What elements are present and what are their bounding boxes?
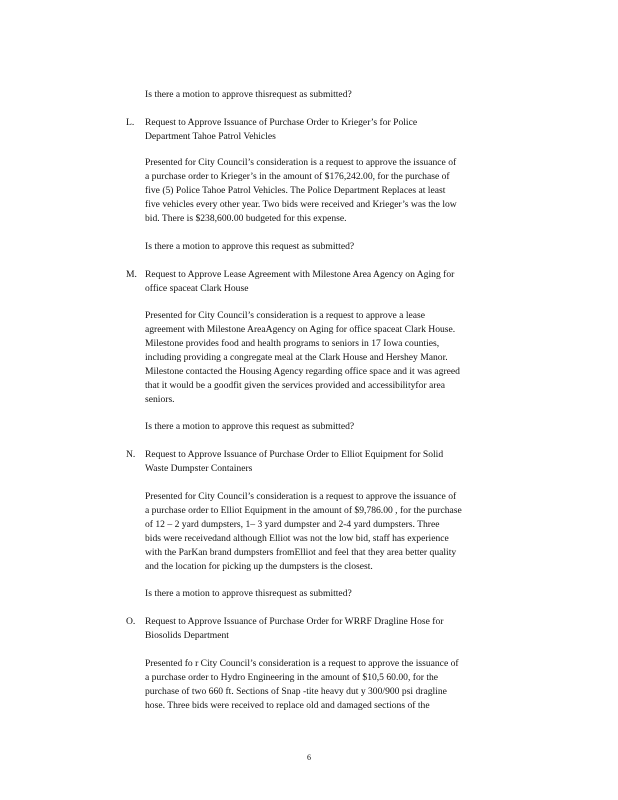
item-body-line: hose. Three bids were received to replace old and damaged sections of the <box>145 700 430 711</box>
item-body-line: and the location for picking up the dumpsters is the closest. <box>145 561 373 572</box>
item-body-line: seniors. <box>145 394 175 405</box>
item-title-line: Department Tahoe Patrol Vehicles <box>145 131 276 142</box>
item-body-line: of 12 – 2 yard dumpsters, 1– 3 yard dumpster and 2-4 yard dumpsters. Three <box>145 519 440 530</box>
item-label-m: M. <box>126 269 137 280</box>
item-body-line: bid. There is $238,600.00 budgeted for this expense. <box>145 213 347 224</box>
item-label-o: O. <box>126 616 136 627</box>
item-title-line: Waste Dumpster Containers <box>145 463 253 474</box>
motion-question: Is there a motion to approve thisrequest as submitted? <box>145 89 352 100</box>
item-body-line: agreement with Milestone AreaAgency on Aging for office spaceat Clark House. <box>145 324 456 335</box>
item-body-line: Presented for City Council’s consideration is a request to approve a lease <box>145 310 426 321</box>
item-body-line: including providing a congregate meal at the Clark House and Hershey Manor. <box>145 352 448 363</box>
item-body-line: a purchase order to Krieger’s in the amount of $176,242.00, for the purchase of <box>145 171 450 182</box>
motion-question: Is there a motion to approve this request as submitted? <box>145 241 355 252</box>
item-body-line: bids were receivedand although Elliot was not the low bid, staff has experience <box>145 533 449 544</box>
item-body-line: that it would be a goodfit given the services provided and accessibilityfor area <box>145 380 445 391</box>
item-body-line: Milestone contacted the Housing Agency regarding office space and it was agreed <box>145 366 460 377</box>
item-body-line: Presented fo r City Council’s consideration is a request to approve the issuance of <box>145 658 459 669</box>
item-title-line: office spaceat Clark House <box>145 283 249 294</box>
item-body-line: five vehicles every other year. Two bids were received and Krieger’s was the low <box>145 199 457 210</box>
item-body-line: Presented for City Council’s consideration is a request to approve the issuance of <box>145 157 457 168</box>
item-body-line: Milestone provides food and health programs to seniors in 17 Iowa counties, <box>145 338 440 349</box>
item-title-line: Request to Approve Issuance of Purchase Order for WRRF Dragline Hose for <box>145 616 444 627</box>
page-number: 6 <box>307 753 311 762</box>
item-title-line: Request to Approve Lease Agreement with Milestone Area Agency on Aging for <box>145 269 455 280</box>
item-label-n: N. <box>126 449 136 460</box>
motion-question: Is there a motion to approve thisrequest as submitted? <box>145 588 352 599</box>
item-body-line: a purchase order to Elliot Equipment in the amount of $9,786.00 , for the purchase <box>145 505 462 516</box>
item-body-line: a purchase order to Hydro Engineering in the amount of $10,5 60.00, for the <box>145 672 439 683</box>
item-title-line: Request to Approve Issuance of Purchase Order to Elliot Equipment for Solid <box>145 449 444 460</box>
item-title-line: Request to Approve Issuance of Purchase Order to Krieger’s for Police <box>145 117 418 128</box>
item-title-line: Biosolids Department <box>145 630 229 641</box>
item-body-line: purchase of two 660 ft. Sections of Snap -tite heavy dut y 300/900 psi dragline <box>145 686 447 697</box>
motion-question: Is there a motion to approve this request as submitted? <box>145 421 355 432</box>
item-body-line: Presented for City Council’s consideration is a request to approve the issuance of <box>145 491 457 502</box>
item-body-line: five (5) Police Tahoe Patrol Vehicles. The Police Department Replaces at least <box>145 185 446 196</box>
item-label-l: L. <box>126 117 135 128</box>
item-body-line: with the ParKan brand dumpsters fromElliot and feel that they area better quality <box>145 547 457 558</box>
